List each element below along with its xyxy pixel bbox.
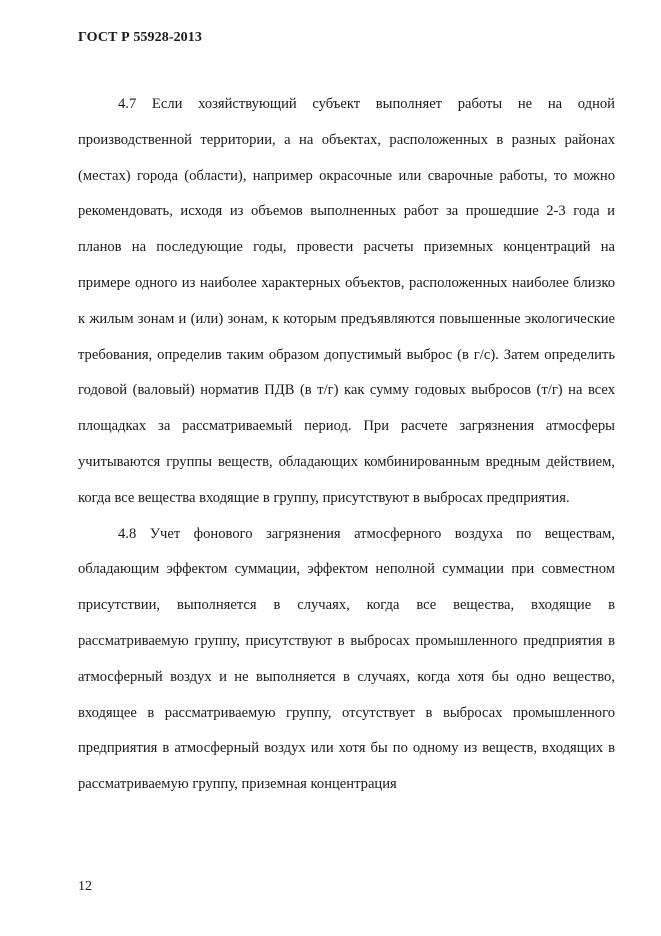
clause-number: 4.7 [118,96,137,112]
paragraph-text: Если хозяйствующий субъект выполняет работы не на одной производственной территории, а на объектах, расположенных в разных районах (местах) города (области), например окрасочные или сварочные работы, то можно рекомендовать, исходя из объемов выполненных работ за прошедшие 2-3 года и планов на последующие годы, провести расчеты приземных концентраций на примере одного из наиболее характерных объектов, расположенных наиболее близко к жилым зонам и (или) зонам, к которым предъявляются повышенные экологические требования, определив таким образом допустимый выброс (в г/с). Затем определить годовой (валовый) норматив ПДВ (в т/г) как сумму годовых выбросов (т/г) на всех площадках за рассматриваемый период. При расчете загрязнения атмосферы учитываются группы веществ, обладающих комбинированным вредным действием, когда все вещества входящие в группу, присутствуют в выбросах предприятия. [78,96,615,506]
paragraph-4-8 [78,517,615,803]
standard-designation: ГОСТ Р 55928-2013 [78,30,202,45]
clause-number: 4.8 [118,525,137,542]
body-text [78,87,615,803]
paragraph-text: Учет фонового загрязнения атмосферного воздуха по веществам, обладающим эффектом суммации, эффектом неполной суммации при совместном присутствии, выполняется в случаях, когда все вещества, входящие в рассматриваемую группу, присутствуют в выбросах промышленного предприятия в атмосферный воздух и не выполняется в случаях, когда хотя бы одно вещество, входящее в рассматриваемую группу, отсутствует в выбросах промышленного предприятия в атмосферный воздух или хотя бы по одному из веществ, входящих в рассматриваемую группу, приземная концентрация [78,525,615,793]
page-number: 12 [78,879,92,894]
paragraph-4-7 [78,87,615,517]
